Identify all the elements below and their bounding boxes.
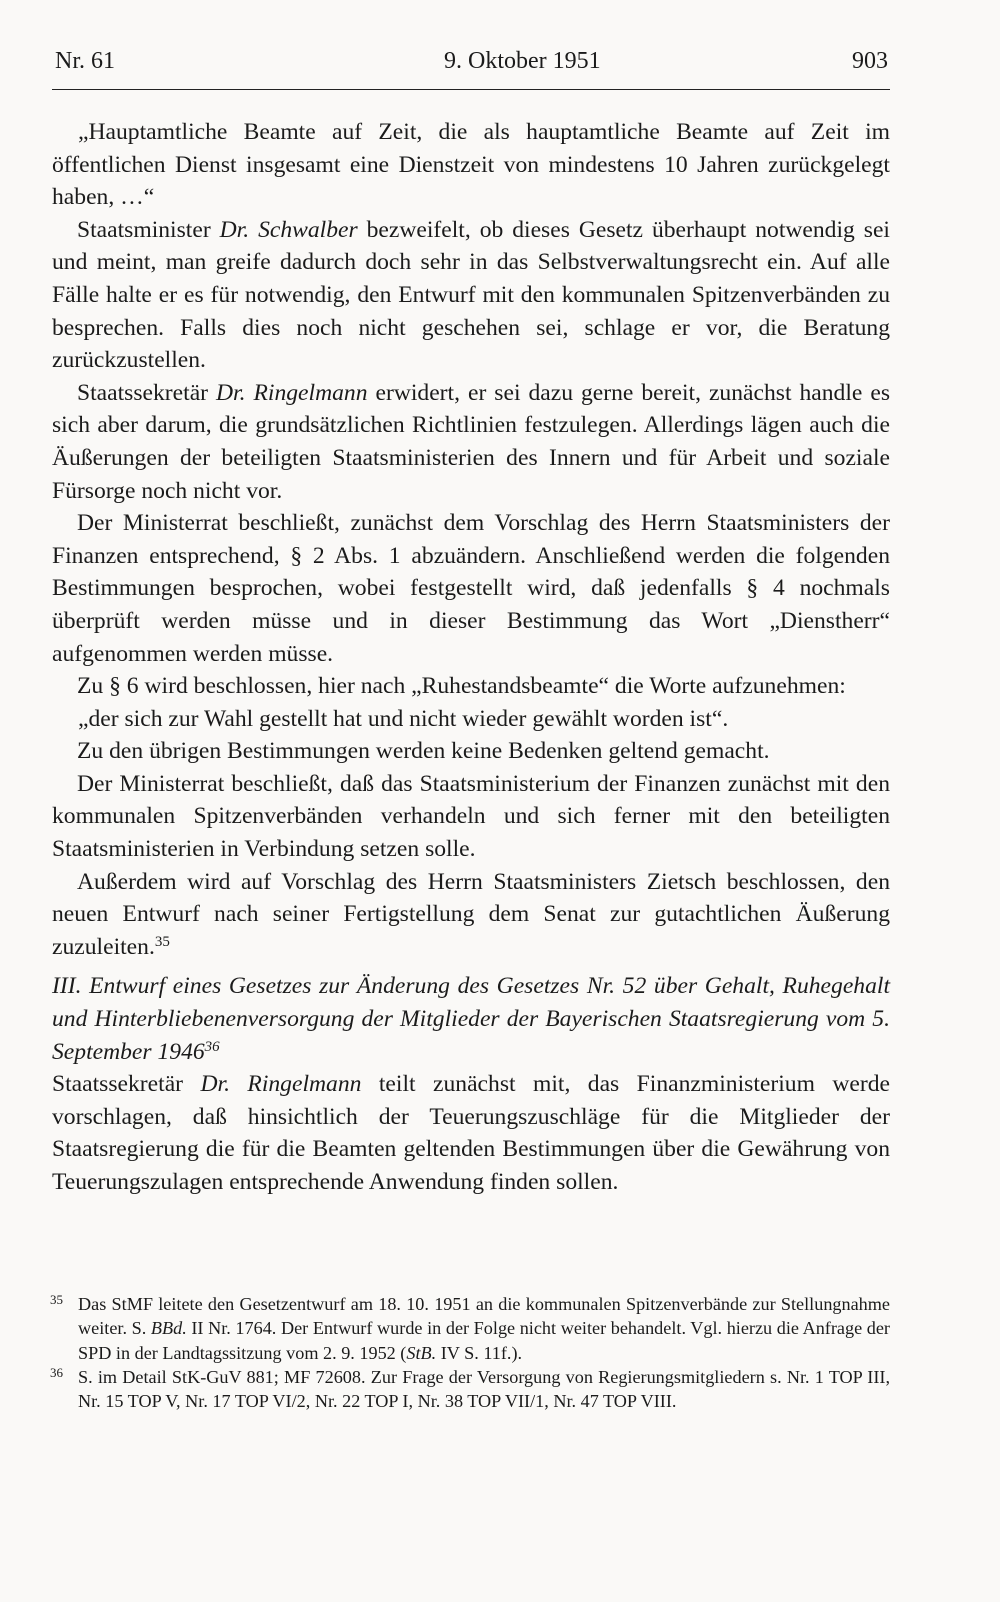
text: erwidert, er sei dazu gerne bereit, zunächst handle es sich aber darum, die grundsätzlichen Richtlinien festzulegen. Allerdings lägen auch die Äußerungen der beteiligten Staatsministerien des Innern und für Arbeit und soziale Fürsorge noch nicht vor. <box>52 379 890 504</box>
paragraph <box>52 377 890 507</box>
text: Außerdem wird auf Vorschlag des Herrn Staatsministers Zietsch beschlossen, den neuen Entwurf nach seiner Fertigstellung dem Senat zur gutachtlichen Äußerung zuzuleiten. <box>52 868 890 960</box>
text: IV S. 11f.). <box>436 1342 523 1363</box>
main-text <box>52 116 890 1199</box>
page-header <box>52 48 890 88</box>
text: Staatsminister <box>77 216 220 243</box>
paragraph <box>52 1068 890 1198</box>
person-name: Dr. Ringelmann <box>200 1071 362 1098</box>
paragraph: Der Ministerrat beschließt, daß das Staatsministerium der Finanzen zunächst mit den kommunalen Spitzenverbänden verhandeln und sich ferner mit den beteiligten Staatsministerien in Verbindung setzen solle. <box>52 770 890 863</box>
text: Das StMF leitete den Gesetzentwurf am 18. 10. 1951 an die kommunalen Spitzenverbände zur Stellungnahme weiter. S. <box>78 1294 890 1339</box>
paragraph <box>52 214 890 377</box>
footnote-number: 36 <box>50 1364 63 1380</box>
footnote-number: 35 <box>50 1292 63 1307</box>
footnote-ref[interactable]: 35 <box>154 933 170 950</box>
paragraph: Zu § 6 wird beschlossen, hier nach „Ruhestandsbeamte“ die Worte aufzunehmen: <box>77 673 846 700</box>
header-rule <box>52 89 890 90</box>
paragraph: Zu den übrigen Bestimmungen werden keine Bedenken geltend gemacht. <box>77 738 770 765</box>
heading-text: III. Entwurf eines Gesetzes zur Änderung des Gesetzes Nr. 52 über Gehalt, Ruhegehalt und Hinterbliebenenversorgung der Mitglieder der Bayerischen Staatsregierung vom 5. September 1946 <box>52 973 890 1065</box>
text: Staatssekretär <box>77 379 217 406</box>
text: bezweifelt, ob dieses Gesetz überhaupt notwendig sei und meint, man greife dadurch doch sehr in das Selbstverwaltungsrecht ein. Auf alle Fälle halte er es für notwendig, den Entwurf mit den kommunalen Spitzenverbänden zu besprechen. Falls dies noch nicht geschehen sei, schlage er vor, die Beratung zurückzustellen. <box>52 216 890 374</box>
footnotes <box>52 1292 890 1413</box>
paragraph: Der Ministerrat beschließt, zunächst dem Vorschlag des Herrn Staatsministers der Finanzen entsprechend, § 2 Abs. 1 abzuändern. Anschließend werden die folgenden Bestimmungen besprochen, wobei festgestellt wird, daß jedenfalls § 4 nochmals überprüft werden müsse und in dieser Bestimmung das Wort „Dienstherr“ aufgenommen werden müsse. <box>52 510 890 667</box>
issue-number: Nr. 61 <box>55 48 115 74</box>
person-name: Dr. Ringelmann <box>216 379 368 406</box>
header-date: 9. Oktober 1951 <box>444 48 601 74</box>
footnote-35 <box>52 1292 890 1365</box>
text: II Nr. 1764. Der Entwurf wurde in der Folge nicht weiter behandelt. Vgl. hierzu die Anfrage der SPD in der Landtagssitzung vom 2. 9. 1952 ( <box>78 1318 890 1363</box>
source-abbrev: BBd. <box>150 1318 187 1339</box>
paragraph-quote: „der sich zur Wahl gestellt hat und nicht wieder gewählt worden ist“. <box>78 705 729 732</box>
agenda-heading <box>52 970 890 1068</box>
text: Staatssekretär <box>52 1071 201 1098</box>
footnote-ref[interactable]: 36 <box>204 1038 220 1055</box>
text: S. im Detail StK-GuV 881; MF 72608. Zur Frage der Versorgung von Regierungsmitgliedern s. Nr. 1 TOP III, Nr. 15 TOP V, Nr. 17 TOP VI/2, Nr. 22 TOP I, Nr. 38 TOP VII/1, Nr. 47 TOP VIII. <box>78 1366 890 1412</box>
page-number: 903 <box>852 48 888 74</box>
text: teilt zunächst mit, das Finanzministerium werde vorschlagen, daß hinsichtlich der Teuerungszuschläge für die Mitglieder der Staatsregierung die für die Beamten geltenden Bestimmungen über die Gewährung von Teuerungszulagen entsprechende Anwendung finden sollen. <box>52 1071 891 1195</box>
source-abbrev: StB. <box>406 1342 437 1363</box>
paragraph <box>52 866 890 964</box>
paragraph-quote: „Hauptamtliche Beamte auf Zeit, die als hauptamtliche Beamte auf Zeit im öffentlichen Dienst insgesamt eine Dienstzeit von mindestens 10 Jahren zurückgelegt haben, …“ <box>52 119 890 211</box>
footnote-36 <box>52 1365 890 1414</box>
person-name: Dr. Schwalber <box>219 216 358 243</box>
